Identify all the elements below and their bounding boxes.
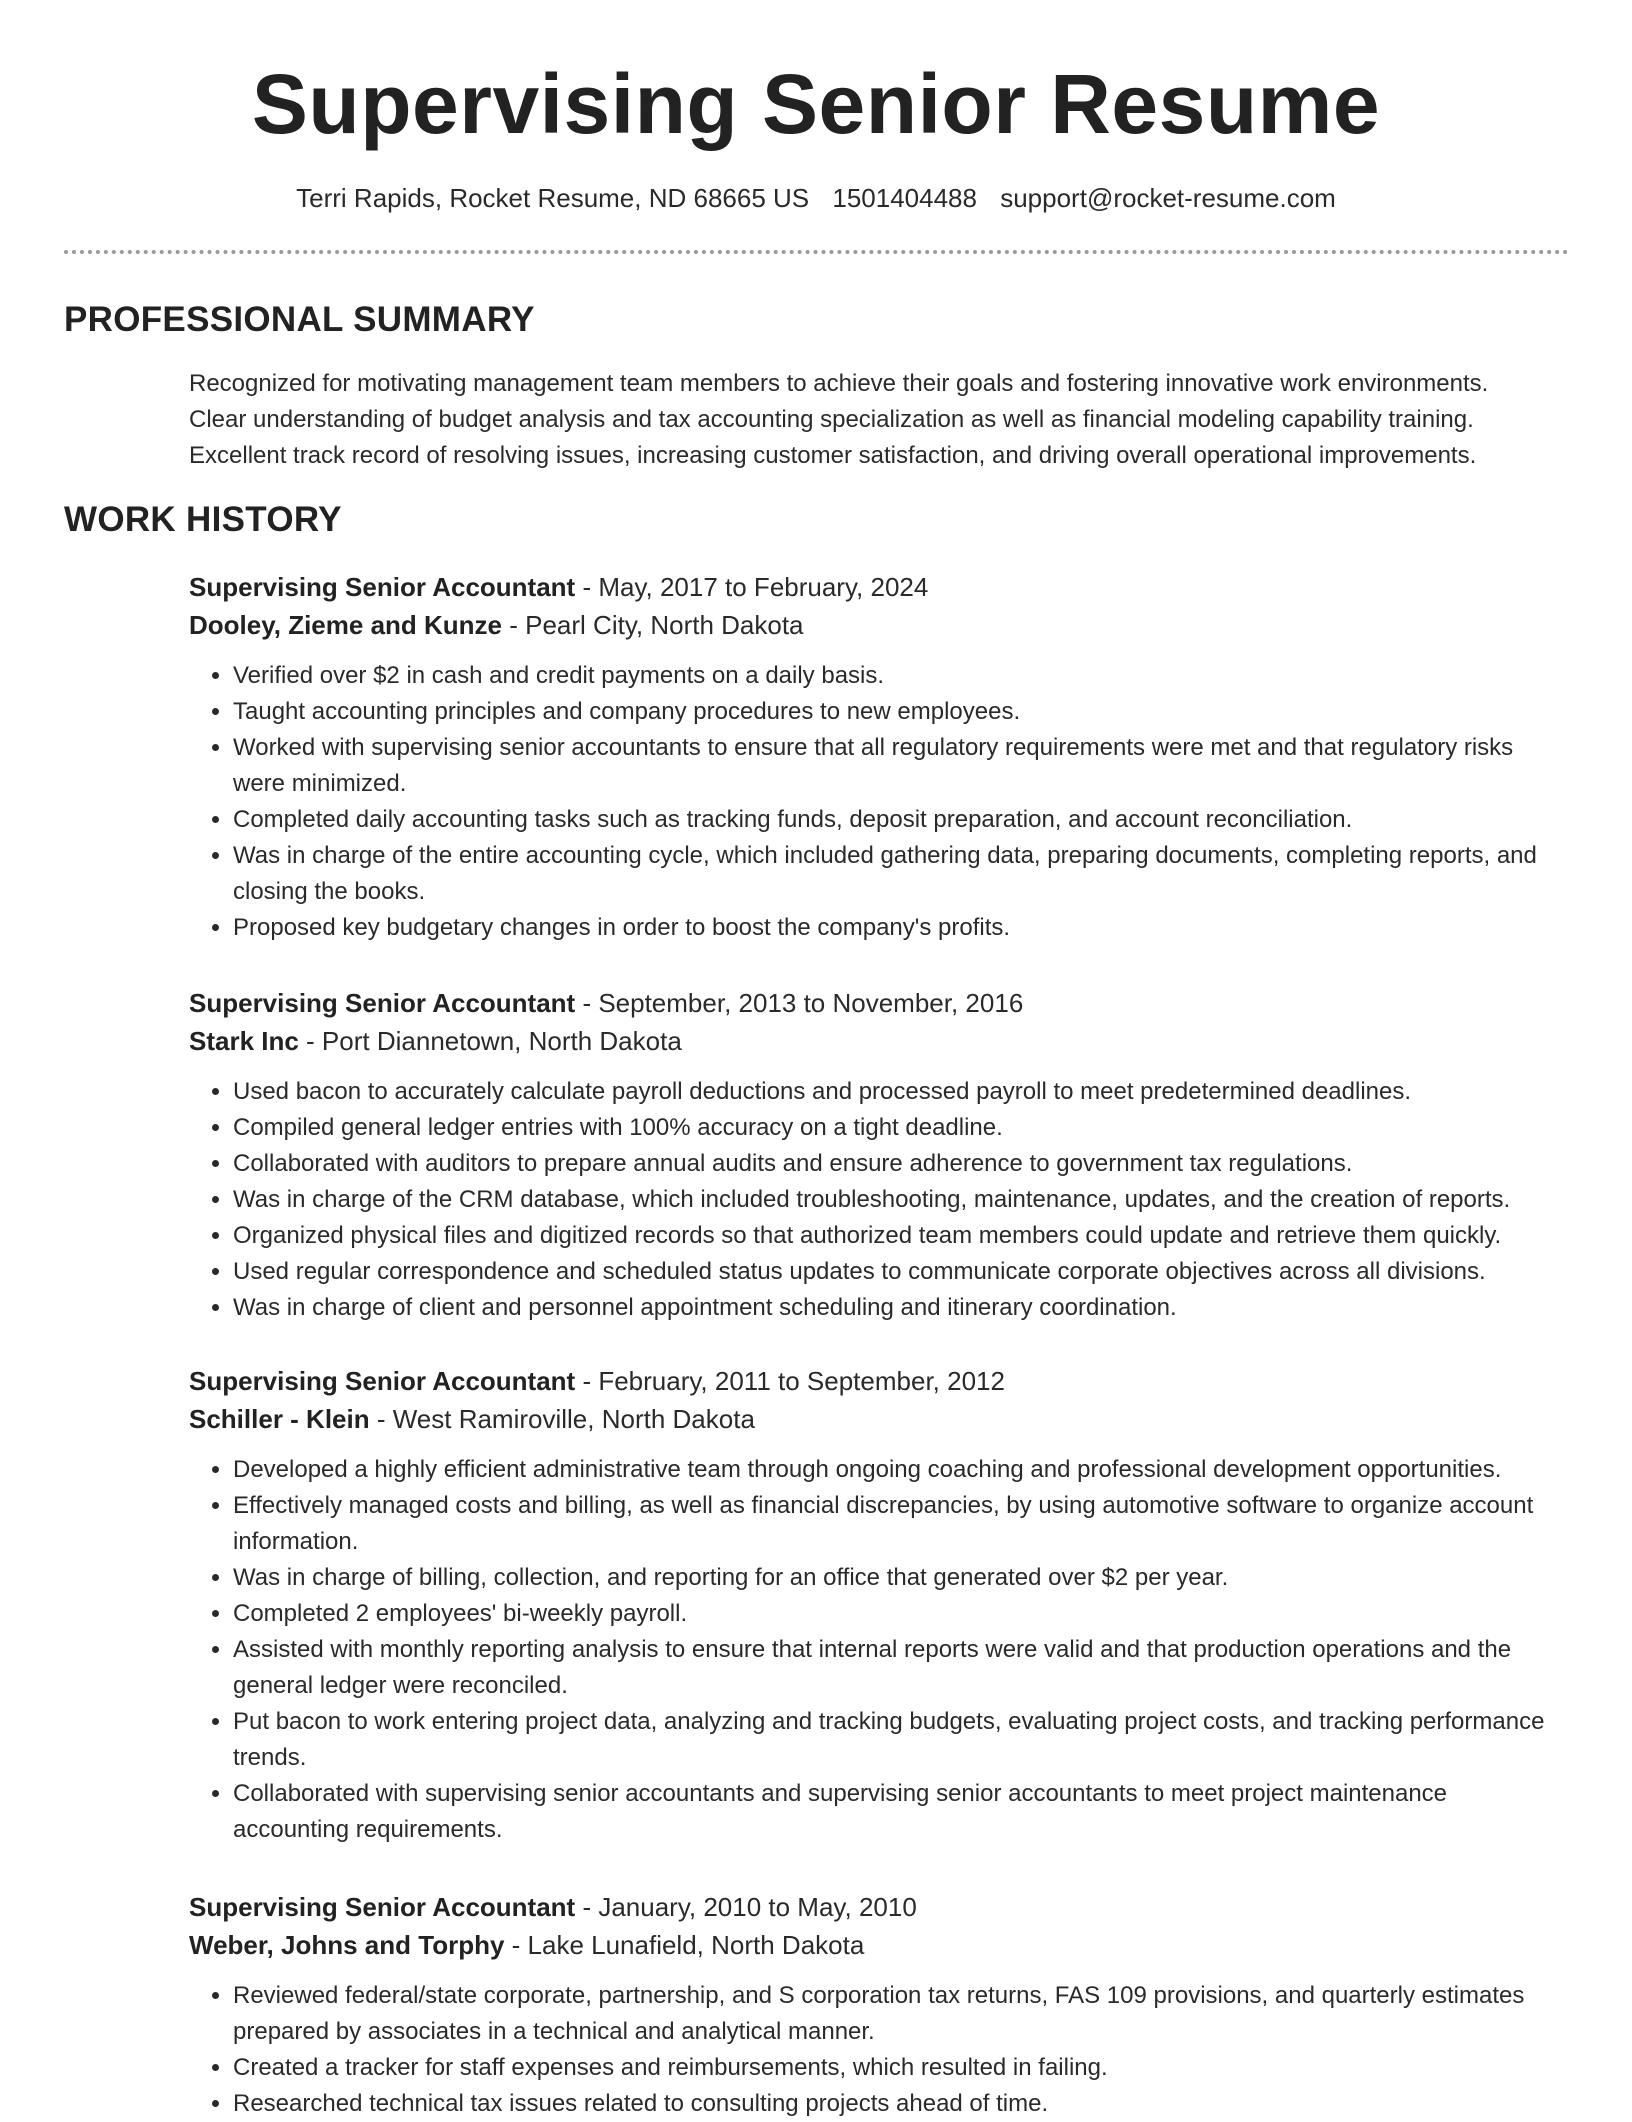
job-bullet: • Completed daily accounting tasks such as tracking funds, deposit preparation, and account reconciliation. [233,802,1569,838]
job-bullet: • Organized physical files and digitized records so that authorized team members could update and retrieve them quickly. [233,1218,1569,1254]
job-company: Stark Inc [189,1026,299,1056]
job-bullet: • Collaborated with supervising senior accountants and supervising senior accountants to meet project maintenance accounting requirements. [233,1776,1569,1848]
job-title: Supervising Senior Accountant [189,1366,576,1396]
job-bullet: • Developed a highly efficient administrative team through ongoing coaching and professional development opportunities. [233,1452,1569,1488]
contact-phone: 1501404488 [832,183,977,213]
job-title: Supervising Senior Accountant [189,572,576,602]
contact-address: Terri Rapids, Rocket Resume, ND 68665 US [296,183,810,213]
job-bullet: • Created a tracker for staff expenses and reimbursements, which resulted in failing. [233,2050,1569,2086]
summary-line: Recognized for motivating management team members to achieve their goals and fostering innovative work environments. [189,370,1489,397]
job-company-line [189,606,1569,644]
job-bullet: • Reviewed federal/state corporate, partnership, and S corporation tax returns, FAS 109 provisions, and quarterly estimates prepared by associates in a technical and analytical manner. [233,1978,1569,2050]
job-bullet: • Was in charge of billing, collection, and reporting for an office that generated over $2 per year. [233,1560,1569,1596]
job-location: - Pearl City, North Dakota [502,610,804,640]
job-dates: - May, 2017 to February, 2024 [575,572,929,602]
job-dates: - September, 2013 to November, 2016 [575,988,1024,1018]
job-bullet: • Worked with supervising senior accountants to ensure that all regulatory requirements were met and that regulatory risks were minimized. [233,730,1569,802]
job-entry [189,568,1569,946]
job-company: Schiller - Klein [189,1404,370,1434]
job-company: Weber, Johns and Torphy [189,1930,505,1960]
job-bullet: • Proposed key budgetary changes in order to boost the company's profits. [233,910,1569,946]
job-title: Supervising Senior Accountant [189,988,576,1018]
job-location: - West Ramiroville, North Dakota [369,1404,755,1434]
job-bullet: • Was in charge of client and personnel appointment scheduling and itinerary coordination. [233,1290,1569,1326]
job-title: Supervising Senior Accountant [189,1892,576,1922]
job-title-line [189,1888,1569,1926]
job-bullet: • Researched technical tax issues related to consulting projects ahead of time. [233,2086,1569,2122]
summary-line: Excellent track record of resolving issues, increasing customer satisfaction, and driving overall operational improvements. [189,442,1477,469]
job-bullet: • Put bacon to work entering project data, analyzing and tracking budgets, evaluating project costs, and tracking performance trends. [233,1704,1569,1776]
summary-line: Clear understanding of budget analysis and tax accounting specialization as well as financial modeling capability training. [189,406,1474,433]
job-bullet: • Collaborated with auditors to prepare annual audits and ensure adherence to government tax regulations. [233,1146,1569,1182]
job-title-line [189,568,1569,606]
job-title-line [189,984,1569,1022]
summary-text [189,366,1579,474]
job-entry [189,1888,1569,2122]
job-entry [189,1362,1569,1848]
job-bullets [189,1452,1569,1848]
job-bullet: • Verified over $2 in cash and credit payments on a daily basis. [233,658,1569,694]
header-divider [64,250,1569,254]
contact-email[interactable]: support@rocket-resume.com [1000,183,1336,213]
job-location: - Port Diannetown, North Dakota [298,1026,682,1056]
job-bullets [189,658,1569,946]
job-bullet: • Compiled general ledger entries with 100% accuracy on a tight deadline. [233,1110,1569,1146]
job-location: - Lake Lunafield, North Dakota [504,1930,865,1960]
job-bullets [189,1978,1569,2122]
job-bullet: • Used bacon to accurately calculate payroll deductions and processed payroll to meet predetermined deadlines. [233,1074,1569,1110]
job-bullet: • Was in charge of the entire accounting cycle, which included gathering data, preparing documents, completing reports, and closing the books. [233,838,1569,910]
contact-line [0,180,1632,216]
job-dates: - February, 2011 to September, 2012 [575,1366,1005,1396]
resume-title: Supervising Senior Resume [251,57,1381,151]
summary-heading: PROFESSIONAL SUMMARY [64,300,535,339]
job-bullet: • Assisted with monthly reporting analysis to ensure that internal reports were valid and that production operations and the general ledger were reconciled. [233,1632,1569,1704]
job-company: Dooley, Zieme and Kunze [189,610,503,640]
job-bullet: • Used regular correspondence and scheduled status updates to communicate corporate objectives across all divisions. [233,1254,1569,1290]
job-bullet: • Taught accounting principles and company procedures to new employees. [233,694,1569,730]
job-dates: - January, 2010 to May, 2010 [575,1892,917,1922]
job-company-line [189,1926,1569,1964]
work-history-heading: WORK HISTORY [64,500,342,539]
job-bullets [189,1074,1569,1326]
job-title-line [189,1362,1569,1400]
job-bullet: • Was in charge of the CRM database, which included troubleshooting, maintenance, updates, and the creation of reports. [233,1182,1569,1218]
job-company-line [189,1022,1569,1060]
job-bullet: • Completed 2 employees' bi-weekly payroll. [233,1596,1569,1632]
job-company-line [189,1400,1569,1438]
job-bullet: • Effectively managed costs and billing, as well as financial discrepancies, by using automotive software to organize account information. [233,1488,1569,1560]
job-entry [189,984,1569,1326]
